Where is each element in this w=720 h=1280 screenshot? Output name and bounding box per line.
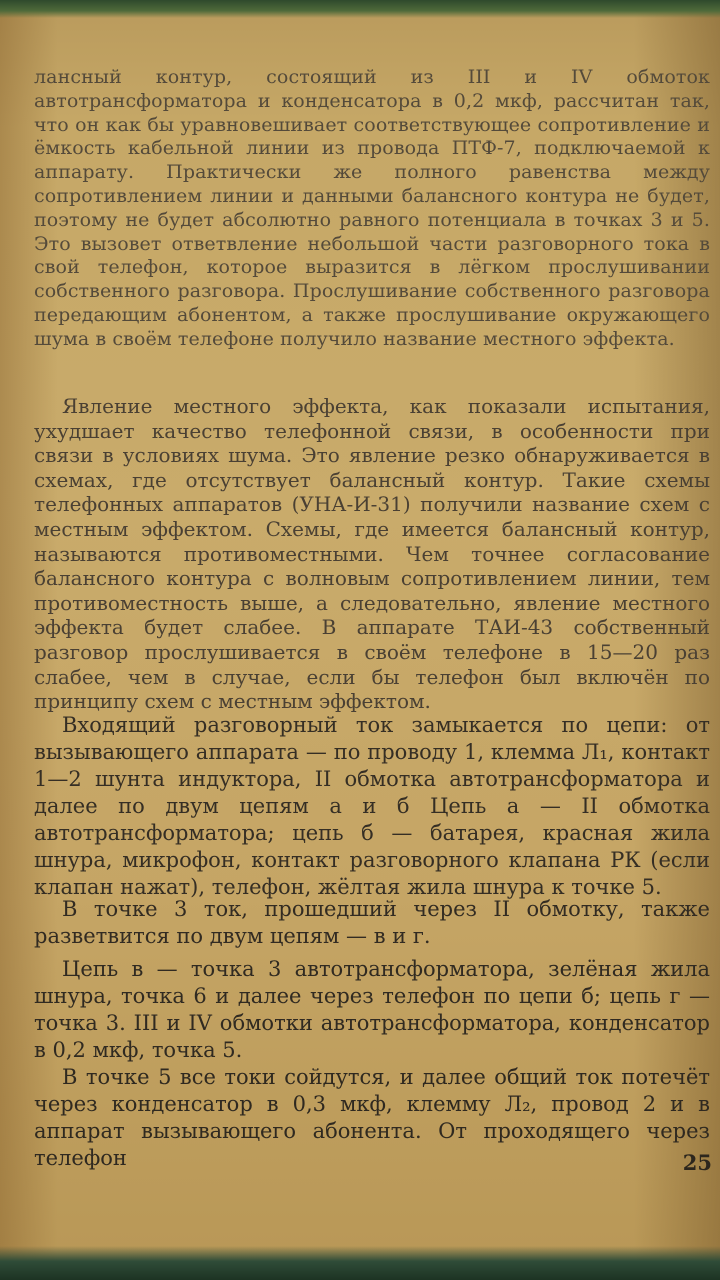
paragraph-6: [34, 1064, 710, 1172]
paragraph-3: [34, 712, 710, 901]
paragraph-3-text: Входящий разговорный ток замыкается по цепи: от вызывающего аппарата — по проводу 1, клемма Л₁, контакт 1—2 шунта индуктора, II обмотка автотрансформатора и далее по двум цепям а и б Цепь а — II обмотка автотрансформатора; цепь б — батарея, красная жила шнура, микрофон, контакт разговорного клапана РК (если клапан нажат), телефон, жёлтая жила шнура к точке 5.: [34, 713, 710, 899]
page-bottom-edge: [0, 1246, 720, 1280]
paragraph-1-text: лансный контур, состоящий из III и IV обмоток автотрансформатора и конденсатора в 0,2 мкф, рассчитан так, что он как бы уравновешивает соответствующее сопротивление и ёмкость кабельной линии из провода ПТФ-7, подключаемой к аппарату. Практически же полного равенства между сопротивлением линии и данными балансного контура не будет, поэтому не будет абсолютно равного потенциала в точках 3 и 5. Это вызовет ответвление небольшой части разговорного тока в свой телефон, которое выразится в лёгком прослушивании собственного разговора. Прослушивание собственного разговора передающим абонентом, а также прослушивание окружающего шума в своём телефоне получило название местного эффекта.: [34, 66, 710, 350]
paragraph-5: [34, 956, 710, 1064]
paragraph-6-text: В точке 5 все токи сойдутся, и далее общий ток потечёт через конденсатор в 0,3 мкф, клемму Л₂, провод 2 и в аппарат вызывающего абонента. От проходящего через телефон: [34, 1065, 710, 1170]
paragraph-4-text: В точке 3 ток, прошедший через II обмотку, также разветвится по двум цепям — в и г.: [34, 897, 710, 948]
page-number: 25: [682, 1150, 712, 1175]
paragraph-2-text: Явление местного эффекта, как показали испытания, ухудшает качество телефонной связи, в особенности при связи в условиях шума. Это явление резко обнаруживается в схемах, где отсутствует балансный контур. Такие схемы телефонных аппаратов (УНА-И-31) получили название схем с местным эффектом. Схемы, где имеется балансный контур, называются противоместными. Чем точнее согласование балансного контура с волновым сопротивлением линии, тем противоместность выше, а следовательно, явление местного эффекта будет слабее. В аппарате ТАИ-43 собственный разговор прослушивается в своём телефоне в 15—20 раз слабее, чем в случае, если бы телефон был включён по принципу схем с местным эффектом.: [34, 394, 710, 714]
paragraph-5-text: Цепь в — точка 3 автотрансформатора, зелёная жила шнура, точка 6 и далее через телефон по цепи б; цепь г — точка 3. III и IV обмотки автотрансформатора, конденсатор в 0,2 мкф, точка 5.: [34, 957, 710, 1062]
paragraph-2: [34, 394, 710, 714]
page-top-edge: [0, 0, 720, 18]
paragraph-4: [34, 896, 710, 950]
paragraph-1: [34, 66, 710, 352]
